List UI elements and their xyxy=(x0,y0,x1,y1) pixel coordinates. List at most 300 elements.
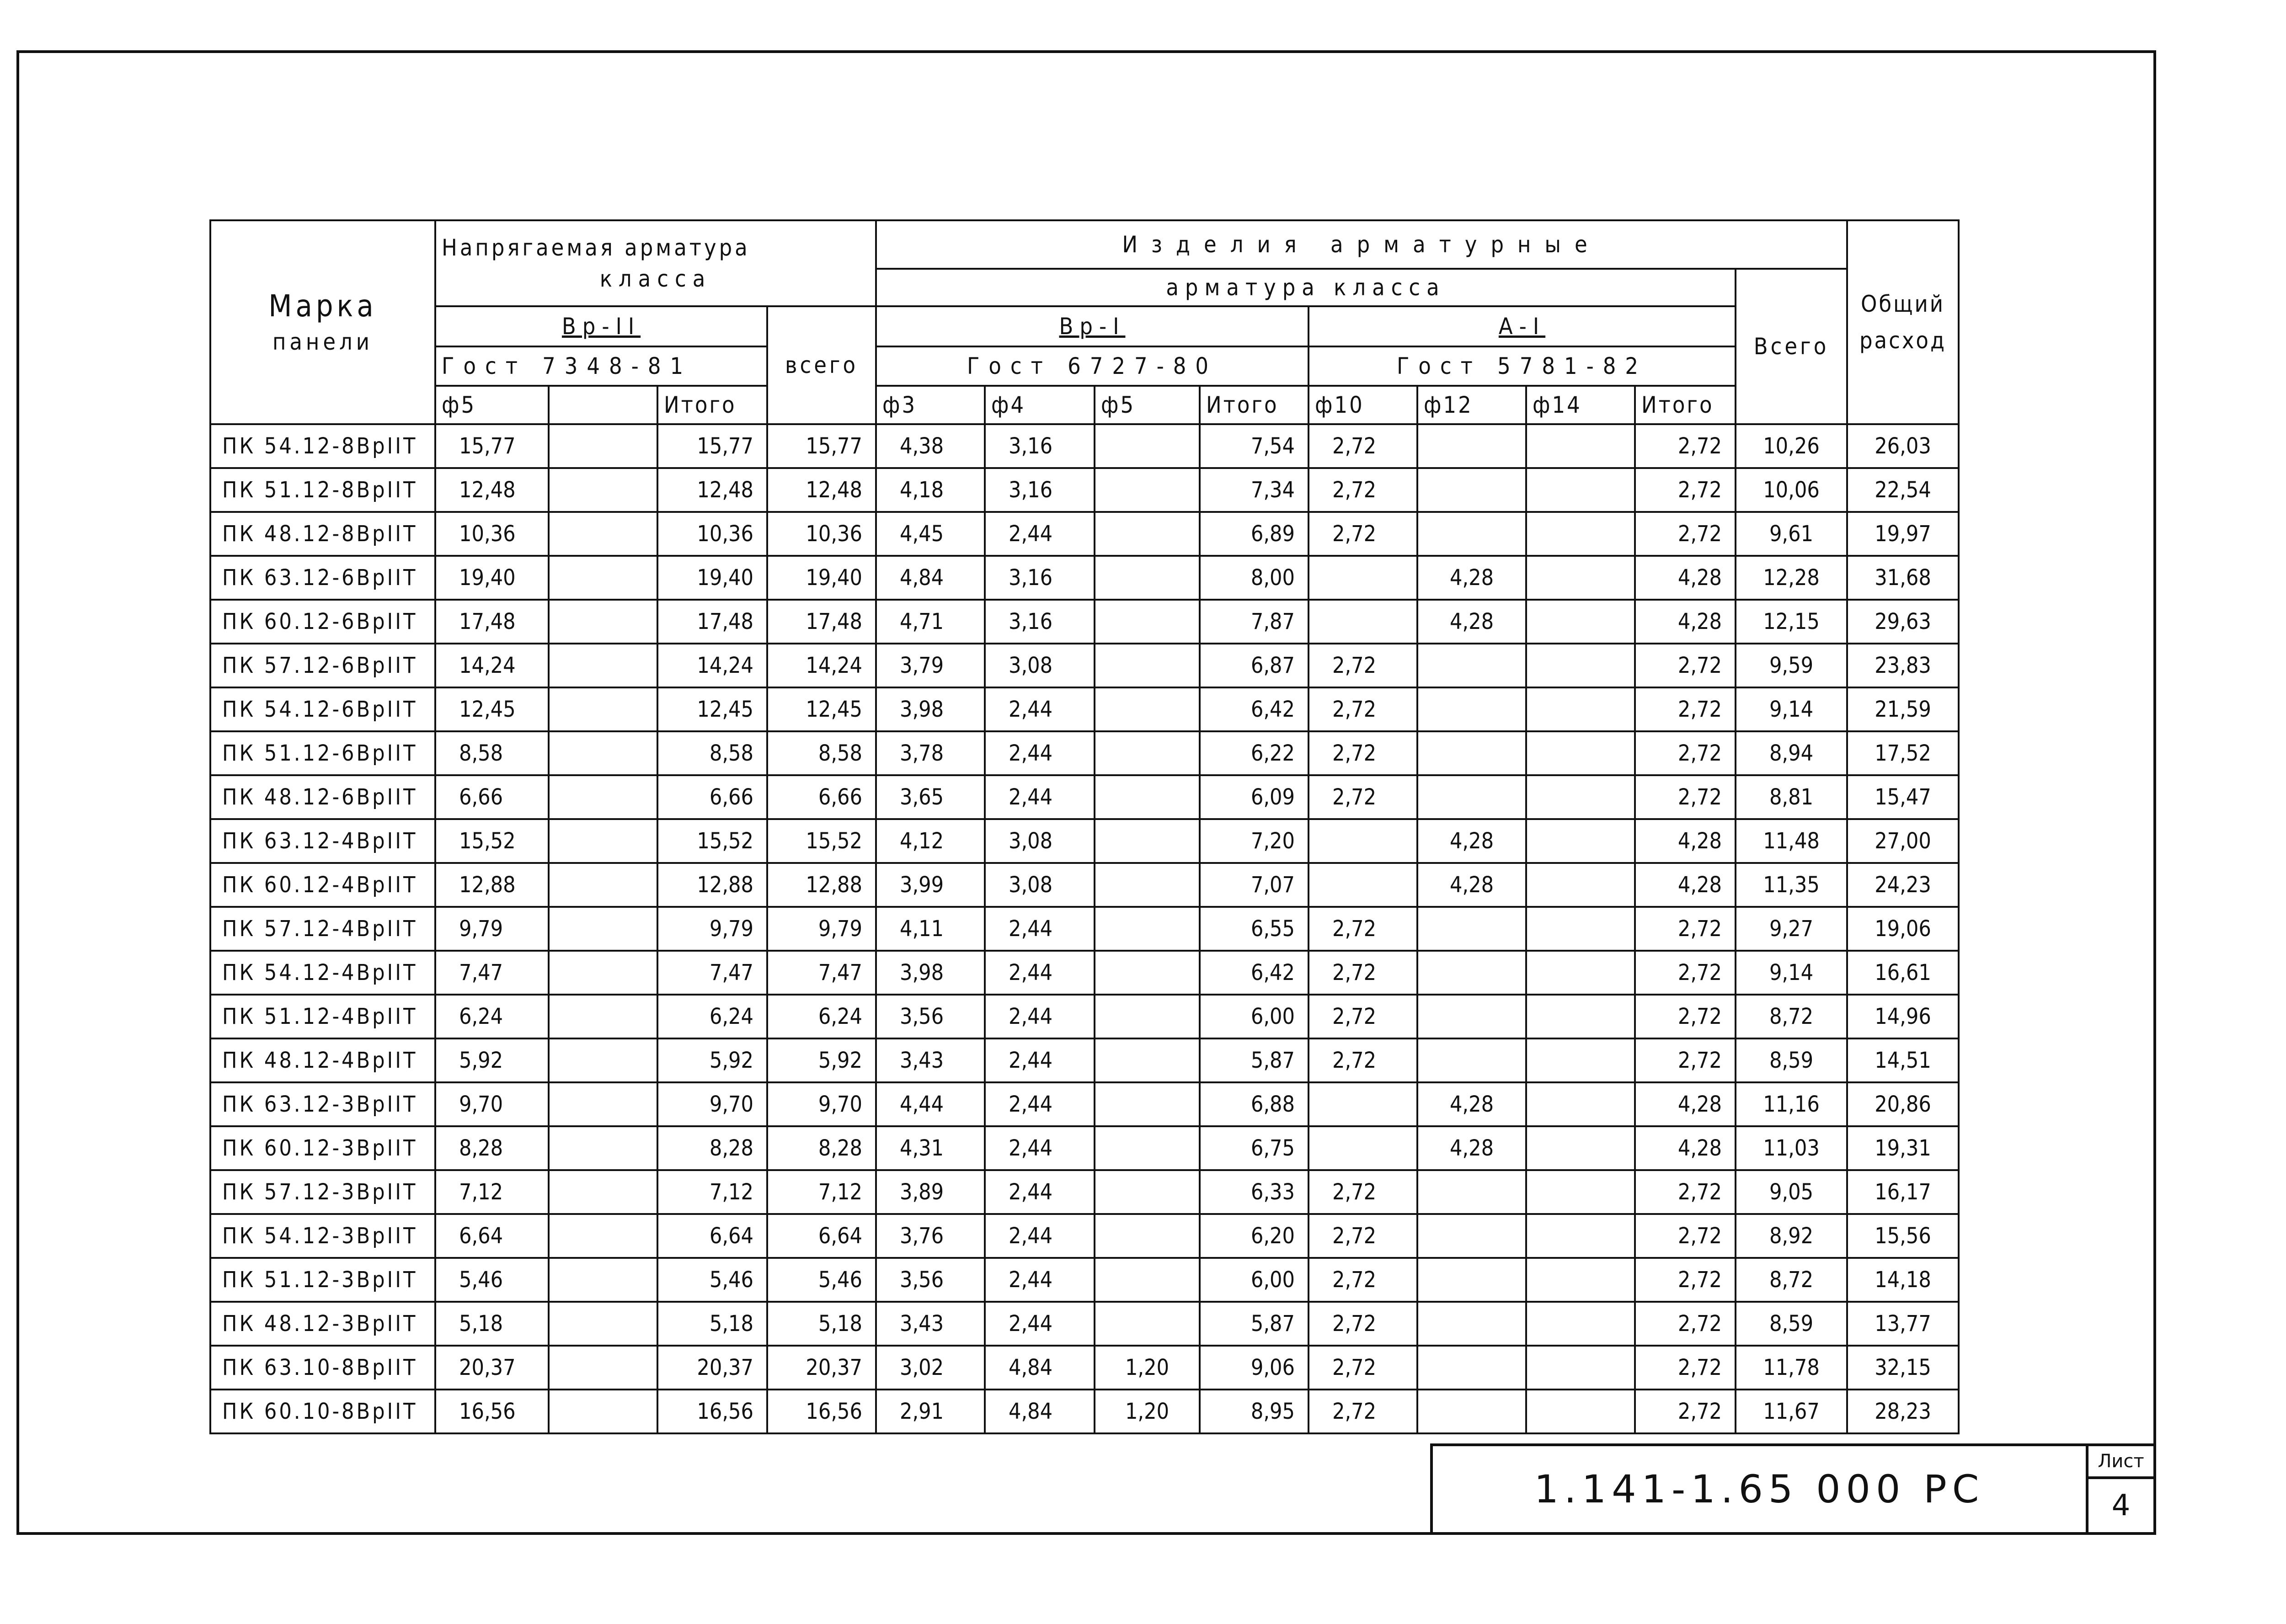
cell-b-f4: 2,44 xyxy=(985,1082,1095,1126)
cell-p-blank xyxy=(549,644,657,687)
cell-prod-total: 11,35 xyxy=(1736,863,1847,907)
cell-b-f5 xyxy=(1095,687,1200,731)
cell-a-f12 xyxy=(1417,775,1526,819)
cell-a-f10: 2,72 xyxy=(1309,775,1417,819)
cell-p-f5: 14,24 xyxy=(435,644,549,687)
cell-b-f3: 3,56 xyxy=(876,995,985,1038)
cell-b-f4: 3,08 xyxy=(985,863,1095,907)
cell-b-f4: 3,16 xyxy=(985,424,1095,468)
cell-a-itogo: 2,72 xyxy=(1635,1170,1736,1214)
cell-prod-total: 8,92 xyxy=(1736,1214,1847,1258)
cell-grand: 15,56 xyxy=(1847,1214,1959,1258)
cell-p-blank xyxy=(549,1170,657,1214)
cell-a-itogo: 4,28 xyxy=(1635,556,1736,600)
cell-a-f14 xyxy=(1526,468,1635,512)
cell-mark: ПК 60.12-4ВрIIТ xyxy=(210,863,435,907)
cell-a-f12 xyxy=(1417,1346,1526,1390)
cell-b-f3: 3,99 xyxy=(876,863,985,907)
cell-b-f5 xyxy=(1095,644,1200,687)
cell-b-f5 xyxy=(1095,512,1200,556)
cell-b-f3: 3,56 xyxy=(876,1258,985,1302)
cell-a-f12 xyxy=(1417,731,1526,775)
table-row xyxy=(210,1038,1959,1082)
cell-mark: ПК 57.12-6ВрIIТ xyxy=(210,644,435,687)
cell-a-f14 xyxy=(1526,951,1635,995)
cell-p-itogo: 16,56 xyxy=(657,1390,767,1433)
cell-prod-total: 9,14 xyxy=(1736,687,1847,731)
cell-a-f10: 2,72 xyxy=(1309,512,1417,556)
cell-grand: 19,06 xyxy=(1847,907,1959,951)
cell-p-blank xyxy=(549,424,657,468)
cell-p-itogo: 6,64 xyxy=(657,1214,767,1258)
cell-a-f12 xyxy=(1417,512,1526,556)
cell-b-f5 xyxy=(1095,600,1200,644)
cell-a-f14 xyxy=(1526,995,1635,1038)
table-row xyxy=(210,995,1959,1038)
cell-grand: 19,97 xyxy=(1847,512,1959,556)
cell-p-f5: 6,64 xyxy=(435,1214,549,1258)
cell-a-itogo: 2,72 xyxy=(1635,1302,1736,1346)
cell-b-f5 xyxy=(1095,1038,1200,1082)
cell-b-f5: 1,20 xyxy=(1095,1346,1200,1390)
cell-p-total: 6,64 xyxy=(767,1214,876,1258)
cell-a-itogo: 2,72 xyxy=(1635,1038,1736,1082)
cell-p-itogo: 6,66 xyxy=(657,775,767,819)
cell-a-f14 xyxy=(1526,1346,1635,1390)
cell-prod-total: 12,15 xyxy=(1736,600,1847,644)
cell-p-f5: 20,37 xyxy=(435,1346,549,1390)
cell-b-itogo: 6,42 xyxy=(1200,687,1309,731)
cell-b-f3: 4,11 xyxy=(876,907,985,951)
table-row xyxy=(210,819,1959,863)
cell-mark: ПК 57.12-4ВрIIТ xyxy=(210,907,435,951)
cell-b-f5 xyxy=(1095,1082,1200,1126)
cell-b-f3: 3,79 xyxy=(876,644,985,687)
cell-p-total: 7,47 xyxy=(767,951,876,995)
cell-b-itogo: 7,07 xyxy=(1200,863,1309,907)
cell-p-total: 12,48 xyxy=(767,468,876,512)
cell-grand: 28,23 xyxy=(1847,1390,1959,1433)
table-row xyxy=(210,1302,1959,1346)
cell-a-itogo: 2,72 xyxy=(1635,1346,1736,1390)
cell-b-itogo: 6,09 xyxy=(1200,775,1309,819)
cell-b-f5 xyxy=(1095,1258,1200,1302)
cell-b-f4: 2,44 xyxy=(985,1170,1095,1214)
cell-b-f3: 3,89 xyxy=(876,1170,985,1214)
cell-a-f14 xyxy=(1526,600,1635,644)
cell-p-f5: 15,77 xyxy=(435,424,549,468)
cell-b-f5 xyxy=(1095,1170,1200,1214)
cell-a-f10: 2,72 xyxy=(1309,951,1417,995)
sheet-number: 4 xyxy=(2111,1489,2131,1523)
cell-a-f10: 2,72 xyxy=(1309,468,1417,512)
cell-a-f14 xyxy=(1526,424,1635,468)
table-row xyxy=(210,687,1959,731)
cell-b-f5 xyxy=(1095,731,1200,775)
cell-p-total: 8,58 xyxy=(767,731,876,775)
cell-b-f4: 2,44 xyxy=(985,951,1095,995)
cell-a-f14 xyxy=(1526,1302,1635,1346)
cell-p-total: 17,48 xyxy=(767,600,876,644)
cell-p-total: 12,88 xyxy=(767,863,876,907)
cell-a-itogo: 2,72 xyxy=(1635,775,1736,819)
cell-b-f3: 3,78 xyxy=(876,731,985,775)
cell-b-itogo: 9,06 xyxy=(1200,1346,1309,1390)
cell-b-f4: 3,16 xyxy=(985,556,1095,600)
cell-a-f10 xyxy=(1309,556,1417,600)
cell-a-itogo: 2,72 xyxy=(1635,995,1736,1038)
table-row xyxy=(210,1346,1959,1390)
cell-prod-total: 8,59 xyxy=(1736,1038,1847,1082)
cell-prod-total: 8,72 xyxy=(1736,995,1847,1038)
cell-p-blank xyxy=(549,1390,657,1433)
reinforcement-spec-table xyxy=(209,219,1960,1434)
header-prestressed xyxy=(435,220,876,306)
cell-b-f4: 3,08 xyxy=(985,819,1095,863)
cell-a-itogo: 4,28 xyxy=(1635,819,1736,863)
cell-p-f5: 19,40 xyxy=(435,556,549,600)
cell-b-f3: 3,65 xyxy=(876,775,985,819)
cell-prod-total: 8,72 xyxy=(1736,1258,1847,1302)
table-row xyxy=(210,512,1959,556)
cell-grand: 19,31 xyxy=(1847,1126,1959,1170)
cell-a-f12: 4,28 xyxy=(1417,600,1526,644)
cell-a-itogo: 2,72 xyxy=(1635,468,1736,512)
cell-grand: 14,96 xyxy=(1847,995,1959,1038)
table-row xyxy=(210,1082,1959,1126)
cell-grand: 23,83 xyxy=(1847,644,1959,687)
cell-p-blank xyxy=(549,600,657,644)
cell-mark: ПК 51.12-3ВрIIТ xyxy=(210,1258,435,1302)
cell-grand: 24,23 xyxy=(1847,863,1959,907)
col-f3: ф3 xyxy=(876,386,985,424)
cell-p-total: 9,79 xyxy=(767,907,876,951)
cell-mark: ПК 60.10-8ВрIIТ xyxy=(210,1390,435,1433)
cell-b-f3: 4,31 xyxy=(876,1126,985,1170)
cell-a-f14 xyxy=(1526,1126,1635,1170)
cell-a-f10 xyxy=(1309,819,1417,863)
cell-b-itogo: 6,33 xyxy=(1200,1170,1309,1214)
cell-a-f12 xyxy=(1417,1390,1526,1433)
cell-p-total: 6,24 xyxy=(767,995,876,1038)
cell-p-itogo: 10,36 xyxy=(657,512,767,556)
cell-a-f12 xyxy=(1417,995,1526,1038)
table-row xyxy=(210,1214,1959,1258)
cell-p-total: 5,92 xyxy=(767,1038,876,1082)
table-row xyxy=(210,951,1959,995)
cell-a-f14 xyxy=(1526,512,1635,556)
cell-mark: ПК 51.12-6ВрIIТ xyxy=(210,731,435,775)
cell-prod-total: 9,27 xyxy=(1736,907,1847,951)
cell-p-blank xyxy=(549,1038,657,1082)
cell-b-f5 xyxy=(1095,863,1200,907)
sheet-box xyxy=(2086,1446,2153,1532)
col-f5: ф5 xyxy=(435,386,549,424)
cell-a-f10: 2,72 xyxy=(1309,644,1417,687)
cell-p-itogo: 6,24 xyxy=(657,995,767,1038)
cell-b-f4: 2,44 xyxy=(985,1258,1095,1302)
cell-a-f12 xyxy=(1417,468,1526,512)
cell-prod-total: 9,14 xyxy=(1736,951,1847,995)
cell-b-f4: 2,44 xyxy=(985,775,1095,819)
cell-a-itogo: 2,72 xyxy=(1635,687,1736,731)
cell-p-total: 5,18 xyxy=(767,1302,876,1346)
cell-a-f10 xyxy=(1309,863,1417,907)
cell-b-itogo: 6,87 xyxy=(1200,644,1309,687)
cell-b-f3: 4,12 xyxy=(876,819,985,863)
cell-b-f3: 3,98 xyxy=(876,951,985,995)
cell-p-total: 7,12 xyxy=(767,1170,876,1214)
sheet-label: Лист xyxy=(2088,1446,2153,1479)
cell-p-f5: 12,88 xyxy=(435,863,549,907)
cell-a-f10: 2,72 xyxy=(1309,907,1417,951)
cell-a-f10: 2,72 xyxy=(1309,1214,1417,1258)
cell-p-itogo: 19,40 xyxy=(657,556,767,600)
cell-a-f14 xyxy=(1526,863,1635,907)
header-class-a1 xyxy=(1309,306,1736,346)
header-prestressed-line1: Напрягаемая арматура xyxy=(442,234,750,261)
cell-b-f3: 3,76 xyxy=(876,1214,985,1258)
header-gost-bp2: Гост 7348-81 xyxy=(435,346,767,386)
cell-b-f5 xyxy=(1095,775,1200,819)
cell-a-itogo: 2,72 xyxy=(1635,1214,1736,1258)
cell-a-f14 xyxy=(1526,731,1635,775)
cell-b-f5 xyxy=(1095,424,1200,468)
header-products-total: Всего xyxy=(1736,269,1847,424)
cell-mark: ПК 54.12-6ВрIIТ xyxy=(210,687,435,731)
cell-b-f4: 4,84 xyxy=(985,1390,1095,1433)
cell-p-itogo: 12,45 xyxy=(657,687,767,731)
cell-p-total: 16,56 xyxy=(767,1390,876,1433)
cell-a-itogo: 4,28 xyxy=(1635,600,1736,644)
cell-p-total: 15,77 xyxy=(767,424,876,468)
cell-b-f4: 2,44 xyxy=(985,687,1095,731)
cell-p-blank xyxy=(549,556,657,600)
cell-b-itogo: 6,42 xyxy=(1200,951,1309,995)
cell-prod-total: 11,67 xyxy=(1736,1390,1847,1433)
col-f5b: ф5 xyxy=(1095,386,1200,424)
document-code: 1.141-1.65 000 РС xyxy=(1534,1467,1985,1512)
cell-a-f10: 2,72 xyxy=(1309,1346,1417,1390)
cell-grand: 21,59 xyxy=(1847,687,1959,731)
cell-p-total: 5,46 xyxy=(767,1258,876,1302)
col-f14: ф14 xyxy=(1526,386,1635,424)
table-row xyxy=(210,468,1959,512)
cell-p-itogo: 9,70 xyxy=(657,1082,767,1126)
col-f4: ф4 xyxy=(985,386,1095,424)
cell-mark: ПК 51.12-8ВрIIТ xyxy=(210,468,435,512)
cell-a-f10: 2,72 xyxy=(1309,687,1417,731)
cell-prod-total: 9,05 xyxy=(1736,1170,1847,1214)
cell-grand: 32,15 xyxy=(1847,1346,1959,1390)
cell-a-itogo: 2,72 xyxy=(1635,951,1736,995)
cell-a-f10 xyxy=(1309,1082,1417,1126)
header-gost-a1: Гост 5781-82 xyxy=(1309,346,1736,386)
cell-a-f14 xyxy=(1526,819,1635,863)
cell-p-itogo: 20,37 xyxy=(657,1346,767,1390)
cell-b-f5: 1,20 xyxy=(1095,1390,1200,1433)
cell-b-itogo: 7,87 xyxy=(1200,600,1309,644)
cell-a-itogo: 4,28 xyxy=(1635,863,1736,907)
cell-p-itogo: 5,46 xyxy=(657,1258,767,1302)
cell-a-f12: 4,28 xyxy=(1417,819,1526,863)
cell-mark: ПК 63.10-8ВрIIТ xyxy=(210,1346,435,1390)
header-prestressed-total: всего xyxy=(767,306,876,424)
cell-p-itogo: 12,48 xyxy=(657,468,767,512)
cell-mark: ПК 57.12-3ВрIIТ xyxy=(210,1170,435,1214)
cell-prod-total: 8,81 xyxy=(1736,775,1847,819)
cell-p-itogo: 17,48 xyxy=(657,600,767,644)
cell-p-blank xyxy=(549,951,657,995)
class-a1-label: А-I xyxy=(1498,313,1546,340)
cell-b-itogo: 6,20 xyxy=(1200,1214,1309,1258)
cell-mark: ПК 63.12-6ВрIIТ xyxy=(210,556,435,600)
cell-prod-total: 11,78 xyxy=(1736,1346,1847,1390)
cell-a-itogo: 2,72 xyxy=(1635,424,1736,468)
cell-b-f4: 2,44 xyxy=(985,907,1095,951)
cell-p-f5: 10,36 xyxy=(435,512,549,556)
cell-grand: 14,18 xyxy=(1847,1258,1959,1302)
cell-p-itogo: 14,24 xyxy=(657,644,767,687)
cell-prod-total: 11,16 xyxy=(1736,1082,1847,1126)
cell-mark: ПК 60.12-3ВрIIТ xyxy=(210,1126,435,1170)
cell-a-f12 xyxy=(1417,907,1526,951)
table-row xyxy=(210,556,1959,600)
cell-b-itogo: 6,89 xyxy=(1200,512,1309,556)
cell-a-f14 xyxy=(1526,644,1635,687)
col-itogo-b: Итого xyxy=(1200,386,1309,424)
cell-p-itogo: 5,18 xyxy=(657,1302,767,1346)
cell-grand: 16,61 xyxy=(1847,951,1959,995)
cell-a-f10: 2,72 xyxy=(1309,1038,1417,1082)
cell-b-itogo: 7,54 xyxy=(1200,424,1309,468)
cell-b-f3: 3,98 xyxy=(876,687,985,731)
cell-a-itogo: 2,72 xyxy=(1635,1390,1736,1433)
cell-mark: ПК 48.12-3ВрIIТ xyxy=(210,1302,435,1346)
cell-p-f5: 8,58 xyxy=(435,731,549,775)
cell-a-f10: 2,72 xyxy=(1309,995,1417,1038)
cell-a-itogo: 2,72 xyxy=(1635,731,1736,775)
cell-a-f14 xyxy=(1526,1082,1635,1126)
table-row xyxy=(210,863,1959,907)
cell-b-f5 xyxy=(1095,1126,1200,1170)
cell-a-f12 xyxy=(1417,1258,1526,1302)
header-panel: панели xyxy=(272,329,374,355)
cell-a-f10: 2,72 xyxy=(1309,731,1417,775)
title-block-stamp xyxy=(1430,1443,2156,1535)
cell-p-f5: 9,70 xyxy=(435,1082,549,1126)
cell-b-f4: 3,16 xyxy=(985,600,1095,644)
cell-b-f3: 3,43 xyxy=(876,1302,985,1346)
cell-mark: ПК 48.12-6ВрIIТ xyxy=(210,775,435,819)
cell-b-f4: 2,44 xyxy=(985,731,1095,775)
cell-a-f14 xyxy=(1526,1038,1635,1082)
cell-p-itogo: 8,58 xyxy=(657,731,767,775)
table-body xyxy=(210,424,1959,1433)
header-gost-bp1: Гост 6727-80 xyxy=(876,346,1309,386)
cell-a-f12 xyxy=(1417,644,1526,687)
table-row xyxy=(210,600,1959,644)
table-row xyxy=(210,1258,1959,1302)
cell-a-f14 xyxy=(1526,907,1635,951)
cell-p-f5: 7,47 xyxy=(435,951,549,995)
cell-a-f14 xyxy=(1526,1170,1635,1214)
cell-p-total: 15,52 xyxy=(767,819,876,863)
cell-mark: ПК 51.12-4ВрIIТ xyxy=(210,995,435,1038)
cell-grand: 16,17 xyxy=(1847,1170,1959,1214)
cell-a-f12 xyxy=(1417,951,1526,995)
cell-b-f4: 3,16 xyxy=(985,468,1095,512)
cell-a-itogo: 2,72 xyxy=(1635,1258,1736,1302)
cell-prod-total: 8,94 xyxy=(1736,731,1847,775)
cell-p-blank xyxy=(549,1214,657,1258)
cell-p-f5: 17,48 xyxy=(435,600,549,644)
col-f12: ф12 xyxy=(1417,386,1526,424)
cell-b-itogo: 8,95 xyxy=(1200,1390,1309,1433)
cell-a-f14 xyxy=(1526,1214,1635,1258)
cell-a-f14 xyxy=(1526,687,1635,731)
header-mark-cell xyxy=(210,220,435,424)
cell-b-f5 xyxy=(1095,907,1200,951)
cell-p-itogo: 15,77 xyxy=(657,424,767,468)
cell-p-total: 8,28 xyxy=(767,1126,876,1170)
cell-p-itogo: 15,52 xyxy=(657,819,767,863)
cell-b-f4: 2,44 xyxy=(985,995,1095,1038)
cell-b-itogo: 7,34 xyxy=(1200,468,1309,512)
cell-a-f12: 4,28 xyxy=(1417,1082,1526,1126)
cell-b-itogo: 5,87 xyxy=(1200,1038,1309,1082)
cell-p-blank xyxy=(549,468,657,512)
cell-p-itogo: 5,92 xyxy=(657,1038,767,1082)
cell-grand: 15,47 xyxy=(1847,775,1959,819)
cell-a-f10: 2,72 xyxy=(1309,1390,1417,1433)
cell-a-f10 xyxy=(1309,600,1417,644)
cell-b-itogo: 6,88 xyxy=(1200,1082,1309,1126)
cell-grand: 20,86 xyxy=(1847,1082,1959,1126)
cell-grand: 14,51 xyxy=(1847,1038,1959,1082)
cell-p-itogo: 12,88 xyxy=(657,863,767,907)
cell-b-itogo: 7,20 xyxy=(1200,819,1309,863)
cell-b-f5 xyxy=(1095,1302,1200,1346)
cell-grand: 13,77 xyxy=(1847,1302,1959,1346)
header-products: Изделия арматурные xyxy=(876,220,1847,269)
cell-p-f5: 5,46 xyxy=(435,1258,549,1302)
cell-mark: ПК 60.12-6ВрIIТ xyxy=(210,600,435,644)
cell-p-blank xyxy=(549,687,657,731)
cell-p-itogo: 8,28 xyxy=(657,1126,767,1170)
col-itogo: Итого xyxy=(657,386,767,424)
cell-p-f5: 9,79 xyxy=(435,907,549,951)
cell-b-itogo: 6,22 xyxy=(1200,731,1309,775)
cell-mark: ПК 63.12-3ВрIIТ xyxy=(210,1082,435,1126)
cell-p-total: 20,37 xyxy=(767,1346,876,1390)
cell-b-f5 xyxy=(1095,556,1200,600)
cell-grand: 27,00 xyxy=(1847,819,1959,863)
cell-b-f4: 3,08 xyxy=(985,644,1095,687)
cell-b-f4: 2,44 xyxy=(985,1126,1095,1170)
cell-p-f5: 16,56 xyxy=(435,1390,549,1433)
cell-p-f5: 12,45 xyxy=(435,687,549,731)
cell-prod-total: 9,61 xyxy=(1736,512,1847,556)
cell-p-f5: 7,12 xyxy=(435,1170,549,1214)
cell-p-blank xyxy=(549,1082,657,1126)
col-itogo-c: Итого xyxy=(1635,386,1736,424)
cell-p-blank xyxy=(549,775,657,819)
cell-b-f3: 3,43 xyxy=(876,1038,985,1082)
cell-mark: ПК 63.12-4ВрIIТ xyxy=(210,819,435,863)
cell-b-f3: 4,45 xyxy=(876,512,985,556)
cell-a-f10 xyxy=(1309,1126,1417,1170)
